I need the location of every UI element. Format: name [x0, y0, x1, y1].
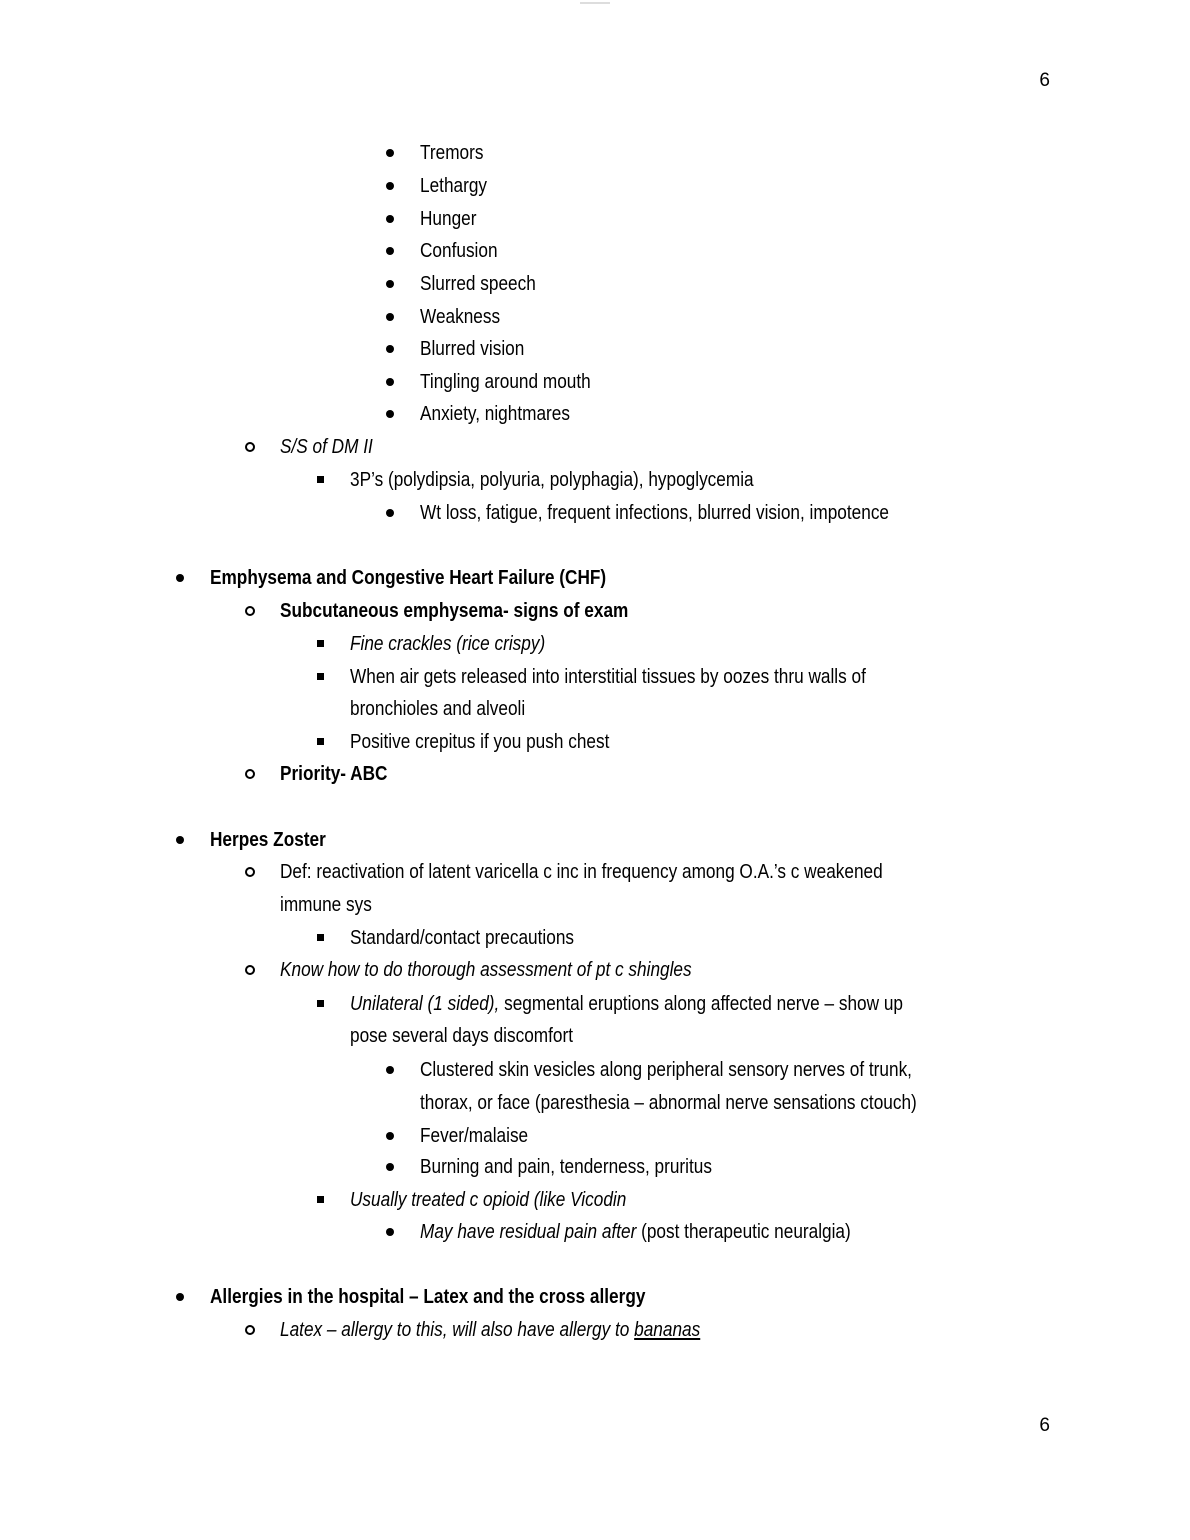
list-item-text — [350, 661, 866, 693]
text-segment: Hunger — [420, 207, 477, 230]
text-segment: Anxiety, nightmares — [420, 402, 570, 425]
text-segment: bronchioles and alveoli — [350, 697, 526, 720]
text-segment: Clustered skin vesicles along peripheral sensory nerves of trunk, — [420, 1058, 912, 1081]
list-item-text — [280, 889, 372, 921]
list-item-text — [350, 988, 903, 1020]
text-segment: Herpes Zoster — [210, 828, 326, 851]
text-segment: Wt loss, fatigue, frequent infections, blurred vision, impotence — [420, 501, 890, 524]
list-item-text — [280, 1314, 700, 1346]
list-item-text — [420, 268, 536, 300]
text-segment: Unilateral (1 sided), — [350, 992, 500, 1015]
text-segment: Subcutaneous emphysema- signs of exam — [280, 599, 629, 622]
text-segment: Tremors — [420, 141, 484, 164]
text-segment: bananas — [634, 1318, 701, 1341]
text-segment: When air gets released into interstitial tissues by oozes thru walls of — [350, 665, 866, 688]
text-segment: Usually treated c opioid (like Vicodin — [350, 1188, 627, 1211]
text-segment: Tingling around mouth — [420, 370, 591, 393]
list-item-text — [280, 954, 692, 986]
list-item-text — [280, 595, 628, 627]
text-segment: immune sys — [280, 893, 372, 916]
text-segment: Weakness — [420, 305, 501, 328]
list-item-text — [210, 1281, 645, 1313]
text-segment: 3P’s (polydipsia, polyuria, polyphagia), hypoglycemia — [350, 468, 754, 491]
text-segment: thorax, or face (paresthesia – abnormal nerve sensations ctouch) — [420, 1091, 917, 1114]
list-item-text — [420, 497, 889, 529]
text-segment: Lethargy — [420, 174, 488, 197]
text-segment: pose several days discomfort — [350, 1024, 574, 1047]
list-item-text — [280, 758, 387, 790]
list-item-text — [350, 628, 545, 660]
text-segment: Positive crepitus if you push chest — [350, 730, 610, 753]
list-item-text — [280, 856, 883, 888]
list-item-text — [350, 1184, 626, 1216]
list-item-text — [350, 726, 609, 758]
list-item-text — [420, 398, 570, 430]
list-item-text — [420, 366, 591, 398]
text-segment: Latex – allergy to this, will also have allergy to — [280, 1318, 635, 1341]
page-number-bottom: 6 — [1039, 1415, 1050, 1436]
text-segment: Priority- ABC — [280, 762, 388, 785]
header-mark — [580, 2, 610, 4]
text-segment: Slurred speech — [420, 272, 536, 295]
list-item-text — [420, 1054, 912, 1086]
text-segment: Fever/malaise — [420, 1124, 529, 1147]
list-item-text — [420, 1087, 917, 1119]
text-segment: Standard/contact precautions — [350, 926, 575, 949]
list-item-text — [420, 301, 500, 333]
list-item-text — [420, 1216, 851, 1248]
list-item-text — [280, 431, 373, 463]
text-segment: Burning and pain, tenderness, pruritus — [420, 1155, 712, 1178]
list-item-text — [350, 693, 525, 725]
list-item-text — [210, 562, 606, 594]
list-item-text — [420, 235, 498, 267]
list-item-text — [420, 333, 524, 365]
text-segment: (post therapeutic neuralgia) — [636, 1220, 851, 1243]
text-segment: Fine crackles (rice crispy) — [350, 632, 546, 655]
list-item-text — [350, 464, 754, 496]
list-item-text — [420, 137, 483, 169]
list-item-text — [420, 170, 487, 202]
text-segment: May have residual pain after — [420, 1220, 637, 1243]
text-segment: segmental eruptions along affected nerve – show up — [499, 992, 903, 1015]
text-segment: Confusion — [420, 239, 498, 262]
page-number-top: 6 — [1039, 70, 1050, 91]
text-segment: Emphysema and Congestive Heart Failure (CHF) — [210, 566, 607, 589]
list-item-text — [210, 824, 326, 856]
text-segment: Blurred vision — [420, 337, 525, 360]
list-item-text — [420, 1120, 528, 1152]
list-item-text — [420, 203, 476, 235]
text-segment: Def: reactivation of latent varicella c inc in frequency among O.A.’s c weakened — [280, 860, 883, 883]
text-segment: S/S of DM II — [280, 435, 373, 458]
list-item-text — [420, 1151, 712, 1183]
list-item-text — [350, 1020, 573, 1052]
text-segment: Know how to do thorough assessment of pt c shingles — [280, 958, 692, 981]
list-item-text — [350, 922, 574, 954]
text-segment: Allergies in the hospital – Latex and the cross allergy — [210, 1285, 646, 1308]
